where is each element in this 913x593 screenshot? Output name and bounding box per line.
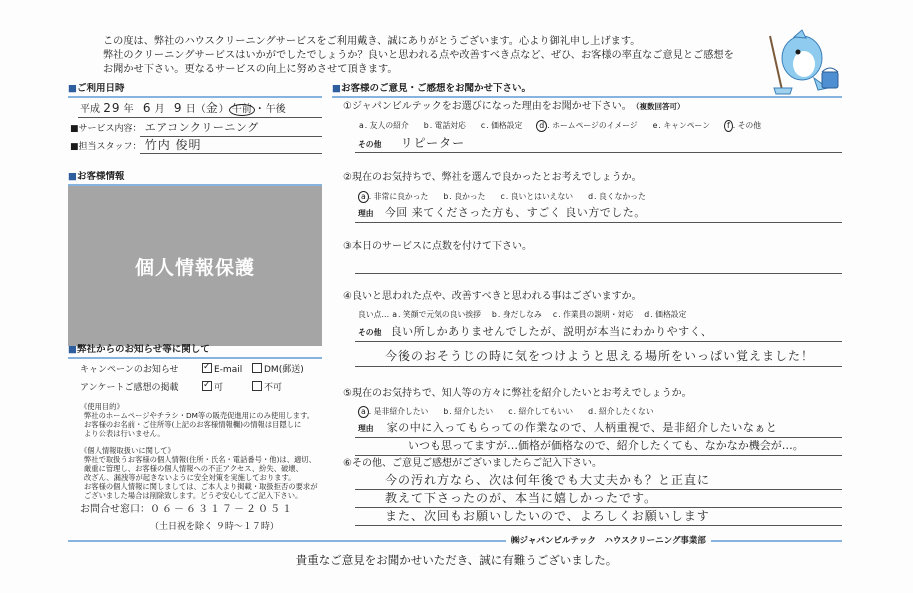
q2-option-b[interactable]: b. 良かった [443, 192, 486, 201]
month-unit: 月 [154, 104, 165, 115]
pm-option[interactable]: 午後 [265, 104, 286, 115]
q2-reason-value[interactable]: 今回 来てくださった方も、すごく 良い方でした。 [384, 206, 646, 219]
q5-option-d[interactable]: d. 紹介したくない [588, 407, 654, 416]
date-underline [78, 117, 322, 118]
footer-thanks: 貴重なご意見をお聞かせいただき、誠に有難うございました。 [295, 553, 618, 567]
q4-good-label: 良い点… [358, 310, 390, 319]
q1-option-b[interactable]: b. 電話対応 [423, 121, 466, 130]
q1-option-a[interactable]: a. 友人の紹介 [359, 121, 409, 130]
service-value[interactable]: エアコンクリーニング [144, 121, 259, 134]
q4-option-c[interactable]: c. 作業員の説明・対応 [552, 310, 634, 319]
q2-underline [355, 222, 842, 223]
contact-row [80, 502, 322, 517]
q1-option-f[interactable]: f . その他 [724, 119, 761, 132]
q4-title: ④良いと思われた点や、改善すべきと思われる事はございますか。 [343, 291, 642, 302]
era: 平成 [80, 104, 100, 115]
q4-underline-1 [355, 341, 842, 342]
q5-option-c[interactable]: c. 紹介してもいい [508, 407, 574, 416]
intro-line-3: お聞かせ下さい。更なるサービスの向上に努めさせて頂きます。 [103, 64, 398, 75]
q2-option-d[interactable]: d. 良くなかった [588, 192, 646, 201]
privacy-block [80, 446, 322, 500]
deny-option[interactable]: 不可 [252, 381, 282, 396]
q4-option-d[interactable]: d. 価格設定 [644, 310, 687, 319]
q2-option-a[interactable]: a . 非常に良かった [358, 190, 428, 203]
q6-line-1[interactable]: 今の汚れ方なら、次は何年後でも大丈夫かも？と正直に [385, 473, 711, 487]
q4-other-label: その他 [358, 328, 382, 337]
section-marker: ■ [68, 83, 77, 94]
publish-label: アンケートご感想の掲載 [80, 383, 179, 393]
q1-option-d[interactable]: d . ホームページのイメージ [536, 119, 637, 132]
q4-other-line-2[interactable]: 今後のおそうじの時に気をつけようと思える場所をいっぱい覚えました！ [385, 349, 815, 363]
q6-line-3[interactable]: また、次回もお願いしたいので、よろしくお願いします [385, 509, 710, 523]
privacy-line: 弊社で取扱うお客様の個人情報(住所・氏名・電話番号・他)は、適切、 [84, 455, 316, 464]
privacy-line: 改ざん、漏洩等が起きないように安全対策を実施しております。 [84, 473, 296, 482]
usage-header: ■ご利用日時 [68, 83, 322, 98]
staff-underline [140, 153, 322, 154]
privacy-title: 《個人情報取扱いに関して》 [80, 446, 175, 455]
q5-title: ⑤現在のお気持ちで、知人等の方々に弊社を紹介したいとお考えでしょうか。 [343, 388, 692, 399]
q6-title: ⑥その他、ご意見ご感想がございましたらご記入下さい。 [343, 458, 602, 469]
q4-other-row [358, 324, 842, 340]
usage-date-row: 平成 29 年 6 月 9 日（金） 午前 ・午後 [80, 101, 286, 115]
q3-underline [355, 273, 842, 274]
dolphin-belly [793, 51, 815, 77]
dm-checkbox[interactable] [252, 363, 262, 373]
publish-row [80, 381, 322, 396]
staff-label: ■担当スタッフ： [70, 142, 142, 152]
day-value: 9 [173, 101, 183, 115]
dm-option[interactable]: DM(郵送) [252, 363, 304, 378]
footer-company: ㈱ジャパンビルテック ハウスクリーニング事業部 [506, 534, 711, 546]
q2-options [358, 190, 842, 203]
intro-text [103, 35, 753, 77]
campaign-label: キャンペーンのお知らせ [80, 365, 179, 375]
q4-options [358, 308, 842, 321]
q2-reason-row [358, 205, 842, 221]
q2-option-c[interactable]: c. 良いとはいえない [500, 192, 574, 201]
year-value: 29 [103, 101, 121, 115]
campaign-row [80, 363, 322, 378]
q4-option-b[interactable]: b. 身だしなみ [491, 310, 542, 319]
redaction-label: 個人情報保護 [134, 256, 255, 279]
weekday-value: 金 [205, 101, 219, 115]
email-option[interactable]: ✓ E-mail [202, 363, 242, 378]
q1-title: ①ジャパンビルテックをお選びになった理由をお聞かせ下さい。 （複数回答可） [343, 101, 685, 112]
q2-title: ②現在のお気持ちで、弊社を選んで良かったとお考えでしょうか。 [343, 172, 642, 183]
feedback-header: ■お客様のご意見・ご感想をお聞かせ下さい。 [332, 83, 842, 98]
mop-handle [770, 36, 782, 90]
q1-other-row [358, 135, 842, 152]
q5-reason-line-2[interactable]: いつも思ってますが…価格が価格なので、紹介したくても、なかなか機会が…。 [408, 439, 804, 452]
service-label: ■サービス内容： [70, 124, 142, 134]
allow-checkbox[interactable] [202, 381, 212, 391]
privacy-line: お客様の個人情報に関しましては、ご本人より掲載・取扱拒否の要求が [84, 482, 318, 491]
dolphin-eye [796, 50, 801, 55]
email-checkbox[interactable] [202, 363, 212, 373]
q5-reason-label: 理由 [358, 424, 374, 433]
q6-underline-3 [355, 525, 842, 526]
deny-checkbox[interactable] [252, 381, 262, 391]
q1-options [358, 119, 842, 132]
q1-underline [355, 152, 842, 153]
q1-note: （複数回答可） [635, 102, 685, 111]
q4-underline-2 [355, 366, 842, 367]
contact-label: お問合せ窓口： [80, 504, 150, 515]
contact-hours: （土日祝を除く ９時～１７時） [150, 522, 279, 532]
dolphin-fin [794, 30, 806, 38]
footer-divider [68, 540, 842, 542]
q5-reason-row [358, 420, 842, 436]
q4-other-line-1[interactable]: 良い所しかありませんでしたが、説明が本当にわかりやすく、 [390, 325, 713, 338]
q5-reason-line-1[interactable]: 家の中に入ってもらっての作業なので、人柄重視で、是非紹介したいなぁと [386, 421, 778, 434]
q6-line-2[interactable]: 教えて下さったのが、本当に嬉しかったです。 [385, 491, 658, 505]
privacy-line: ございました場合は削除致します。どうぞ安心してご記入下さい。 [84, 491, 303, 500]
intro-line-2: 弊社のクリーニングサービスはいかがでしたでしょうか？良いと思われる点や改善すべき点など、ぜひ、お客様の率直なご意見とご感想を [103, 50, 734, 61]
allow-option[interactable]: ✓ 可 [202, 381, 223, 396]
q3-title: ③本日のサービスに点数を付けて下さい。 [343, 241, 532, 252]
purpose-title: 《使用目的》 [80, 402, 124, 411]
q1-other-label: その他 [358, 140, 382, 149]
service-row [70, 120, 322, 137]
contact-phone[interactable]: ０６－６３１７－２０５１ [150, 504, 294, 515]
purpose-line: より公表は行いません。 [84, 429, 165, 438]
staff-value[interactable]: 竹内 俊明 [144, 138, 202, 152]
q1-option-c[interactable]: c. 価格設定 [480, 121, 523, 130]
purpose-block [80, 402, 322, 438]
privacy-redaction-box [68, 186, 322, 346]
q5-underline-2 [355, 455, 842, 456]
day-unit: 日 [185, 104, 196, 115]
q4-option-a[interactable]: a. 笑顔で元気の良い挨拶 [392, 310, 481, 319]
q5-option-a[interactable]: a . 是非紹介したい [358, 405, 428, 418]
year-unit: 年 [123, 104, 134, 115]
customer-header: ■お客様情報 [68, 171, 322, 186]
month-value: 6 [142, 101, 152, 115]
q5-option-b[interactable]: b. 紹介したい [443, 407, 494, 416]
intro-line-1: この度は、弊社のハウスクリーニングサービスをご利用戴き、誠にありがとうございます。心より御礼申し上げます。 [103, 36, 641, 47]
q1-other-value[interactable]: リピーター [400, 136, 466, 150]
q2-reason-label: 理由 [358, 209, 374, 218]
purpose-line: 弊社のホームページやチラシ・DM等の販売促進用にのみ使用します。 [84, 411, 315, 420]
notices-header: ■弊社からのお知らせ等に関して [68, 344, 322, 359]
am-option[interactable]: 午前 [229, 104, 255, 115]
purpose-line: お客様のお名前・ご住所等(上記のお客様情報欄)の情報は目隠しに [84, 420, 302, 429]
privacy-line: 厳重に管理し、お客様の個人情報への不正アクセス、紛失、破壊、 [84, 464, 303, 473]
q1-option-e[interactable]: e. キャンペーン [652, 121, 710, 130]
q5-options [358, 405, 842, 418]
